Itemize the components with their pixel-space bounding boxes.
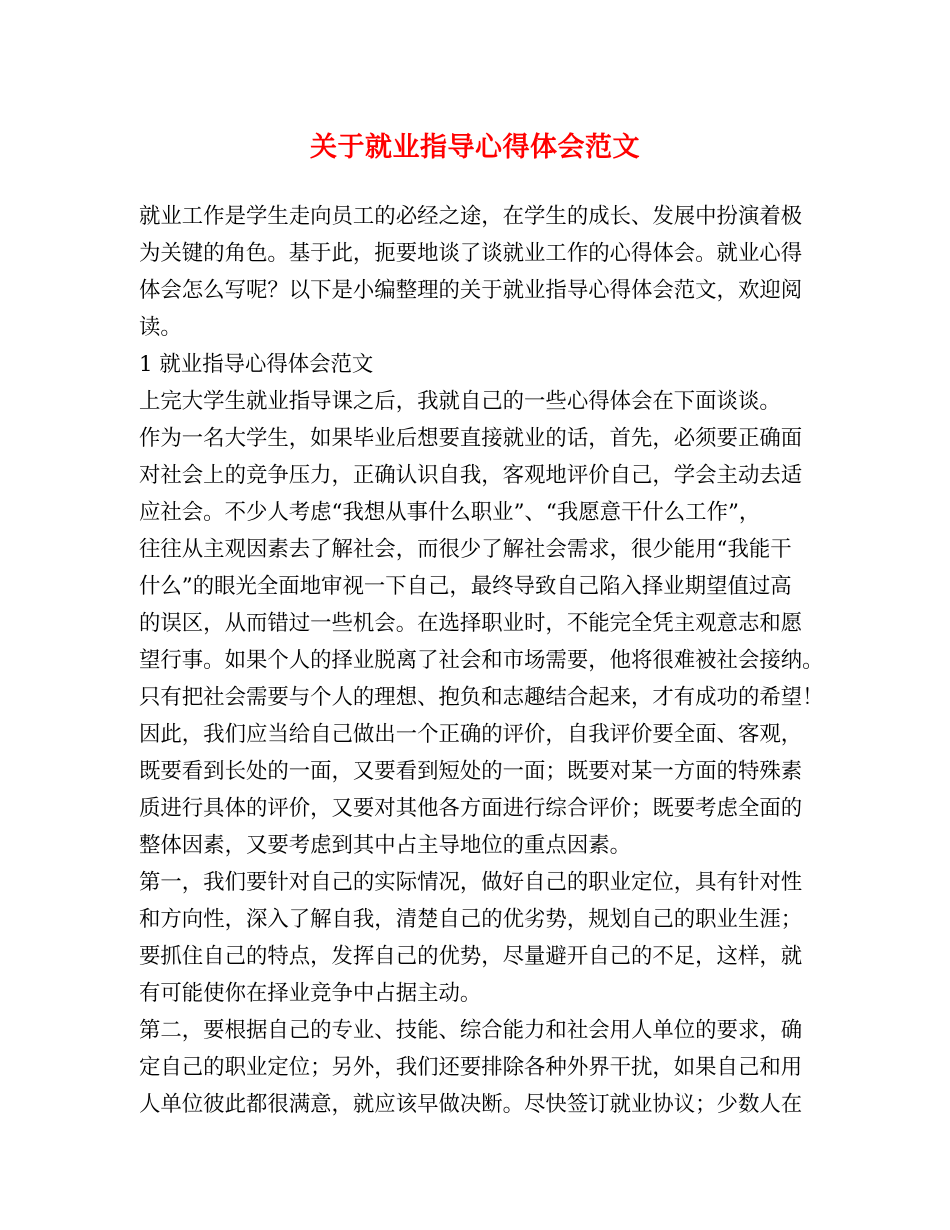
text-line: 要抓住自己的特点，发挥自己的优势，尽量避开自己的不足，这样，就 [139,944,803,969]
text-line: 读。 [139,315,182,340]
text-line: 上完大学生就业指导课之后，我就自己的一些心得体会在下面谈谈。 [139,389,781,414]
text-line: 应社会。不少人考虑“我想从事什么职业”、“我愿意干什么工作”， [139,500,761,525]
text-line: 1 就业指导心得体会范文 [139,352,374,377]
text-line: 因此，我们应当给自己做出一个正确的评价，自我评价要全面、客观， [139,722,803,747]
text-line: 质进行具体的评价，又要对其他各方面进行综合评价；既要考虑全面的 [139,796,803,821]
text-line: 往往从主观因素去了解社会，而很少了解社会需求，很少能用“我能干 [139,537,792,562]
text-line: 就业工作是学生走向员工的必经之途，在学生的成长、发展中扮演着极 [139,204,803,229]
text-line: 第一，我们要针对自己的实际情况，做好自己的职业定位，具有针对性 [139,870,803,895]
text-line: 有可能使你在择业竞争中占据主动。 [139,981,482,1006]
text-line: 和方向性，深入了解自我，清楚自己的优劣势，规划自己的职业生涯； [139,907,803,932]
text-line: 什么”的眼光全面地审视一下自己，最终导致自己陷入择业期望值过高 [139,574,792,599]
text-line: 定自己的职业定位；另外，我们还要排除各种外界干扰，如果自己和用 [139,1055,803,1080]
text-line: 的误区，从而错过一些机会。在选择职业时，不能完全凭主观意志和愿 [139,611,803,636]
text-line: 对社会上的竞争压力，正确认识自我，客观地评价自己，学会主动去适 [139,463,803,488]
text-line: 第二，要根据自己的专业、技能、综合能力和社会用人单位的要求，确 [139,1018,803,1043]
text-line: 人单位彼此都很满意，就应该早做决断。尽快签订就业协议；少数人在 [139,1092,803,1117]
document-title: 关于就业指导心得体会范文 [310,132,640,163]
text-line: 望行事。如果个人的择业脱离了社会和市场需要，他将很难被社会接纳。 [139,648,824,673]
text-line: 体会怎么写呢？以下是小编整理的关于就业指导心得体会范文，欢迎阅 [139,278,803,303]
text-line: 整体因素，又要考虑到其中占主导地位的重点因素。 [139,833,631,858]
document-body [139,198,829,1123]
text-line: 只有把社会需要与个人的理想、抱负和志趣结合起来，才有成功的希望！ [139,685,824,710]
text-line: 作为一名大学生，如果毕业后想要直接就业的话，首先，必须要正确面 [139,426,803,451]
text-line: 为关键的角色。基于此，扼要地谈了谈就业工作的心得体会。就业心得 [139,241,803,266]
text-line: 既要看到长处的一面，又要看到短处的一面；既要对某一方面的特殊素 [139,759,803,784]
